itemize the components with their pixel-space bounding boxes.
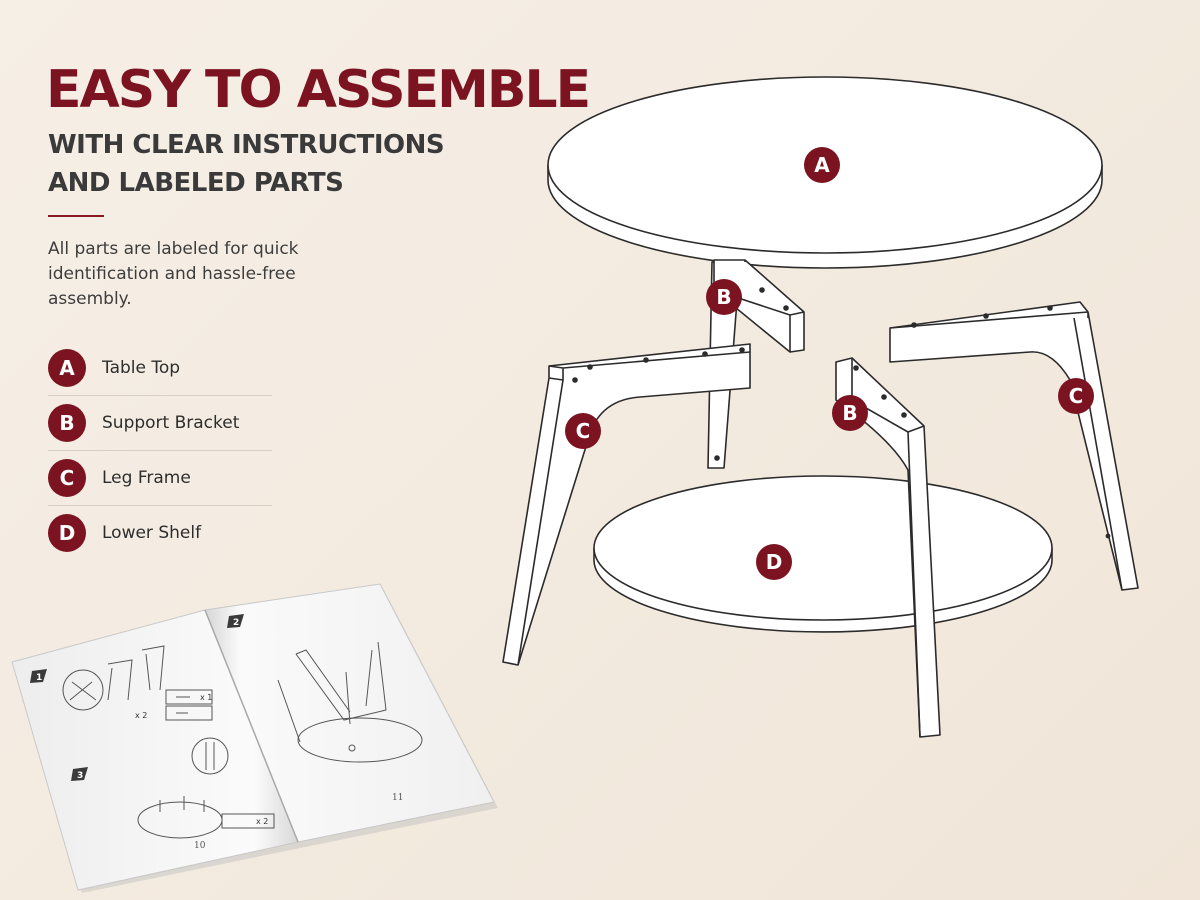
badge-b: B	[48, 404, 86, 442]
legend-label: Lower Shelf	[102, 523, 202, 543]
badge-c: C	[48, 459, 86, 497]
subhead-line-2: AND LABELED PARTS	[48, 168, 344, 198]
callout-b-right	[832, 395, 868, 431]
headline: EASY TO ASSEMBLE	[46, 60, 590, 120]
qty-label: x 2	[256, 817, 269, 826]
callout-a-letter: A	[814, 153, 830, 177]
callout-b-upper	[706, 279, 742, 315]
callout-d	[756, 544, 792, 580]
callout-c-letter: C	[575, 419, 591, 443]
badge-d: D	[48, 514, 86, 552]
badge-a: A	[48, 349, 86, 387]
callout-b-letter: B	[842, 401, 858, 425]
callout-c-right	[1058, 378, 1094, 414]
page-number-right: 11	[392, 793, 404, 803]
callout-a	[804, 147, 840, 183]
callout-b-letter: B	[716, 285, 732, 309]
legend-label: Table Top	[102, 358, 181, 378]
legend-label: Leg Frame	[102, 468, 191, 488]
instruction-booklet	[12, 584, 498, 893]
callout-d-letter: D	[765, 550, 783, 574]
legend-label: Support Bracket	[102, 413, 240, 433]
step-3-number: 3	[77, 771, 84, 781]
step-1-number: 1	[36, 673, 43, 683]
description-text: All parts are labeled for quick identification and hassle-free assembly.	[48, 239, 299, 309]
callout-c-left	[565, 413, 601, 449]
page-number-left: 10	[194, 841, 206, 851]
lower-shelf	[594, 476, 1052, 632]
subhead-line-1: WITH CLEAR INSTRUCTIONS	[48, 130, 445, 160]
step-2-number: 2	[233, 618, 240, 628]
callout-c-letter: C	[1068, 384, 1084, 408]
qty-label: x 2	[135, 711, 148, 720]
qty-label: x 1	[200, 693, 213, 702]
